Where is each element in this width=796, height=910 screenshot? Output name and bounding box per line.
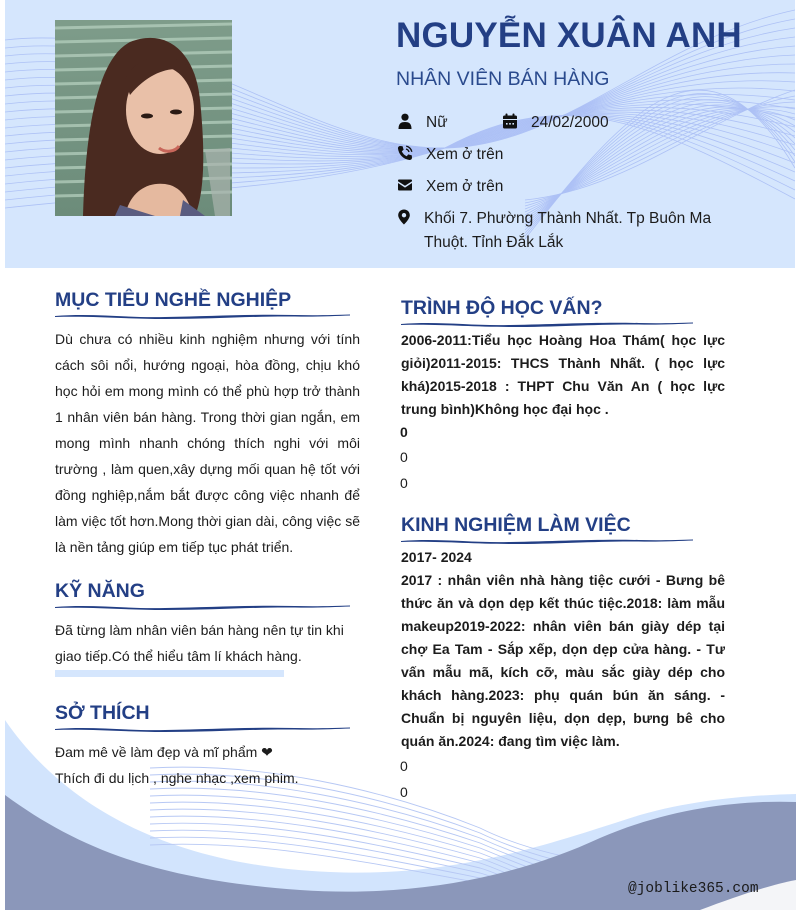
gender-row bbox=[396, 111, 448, 135]
objective-title: MỤC TIÊU NGHỀ NGHIỆP bbox=[55, 289, 292, 311]
job-title: NHÂN VIÊN BÁN HÀNG bbox=[396, 68, 610, 90]
education-extra: 0 bbox=[400, 424, 408, 440]
candidate-name: NGUYỄN XUÂN ANH bbox=[396, 16, 742, 55]
education-extra: 0 bbox=[400, 475, 408, 491]
map-pin-icon bbox=[396, 208, 412, 226]
title-underline bbox=[55, 602, 350, 612]
user-icon bbox=[396, 112, 414, 130]
experience-period: 2017- 2024 bbox=[401, 549, 472, 565]
email-row bbox=[396, 175, 503, 199]
hobby-item: Thích đi du lịch , nghe nhạc ,xem phim. bbox=[55, 770, 299, 786]
experience-text: 2017 : nhân viên nhà hàng tiệc cưới - Bưng bê thức ăn và dọn dẹp kết thúc tiệc.2018: làm mẫu makeup2019-2022: nhân viên bán giày dép tại chợ Ea Tam - Sắp xếp, dọn dẹp cửa hàng. - Tư vấn mẫu mã, kích cỡ, màu sắc giày dép cho khách hàng.2023: phụ quán bún ăn sáng. - Chuẩn bị nguyên liệu, dọn dẹp, bưng bê cho quán ăn.2024: đang tìm việc làm. bbox=[401, 572, 725, 749]
skills-text: Đã từng làm nhân viên bán hàng nên tự tin khi giao tiếp.Có thể hiểu tâm lí khách hàng. bbox=[55, 622, 344, 664]
calendar-icon bbox=[501, 112, 519, 130]
experience-title: KINH NGHIỆM LÀM VIỆC bbox=[401, 514, 631, 536]
watermark: @joblike365.com bbox=[628, 881, 759, 897]
education-title: TRÌNH ĐỘ HỌC VẤN? bbox=[401, 297, 603, 319]
hobbies-title: SỞ THÍCH bbox=[55, 702, 150, 724]
title-underline bbox=[55, 311, 350, 321]
title-underline bbox=[401, 319, 693, 329]
skills-title: KỸ NĂNG bbox=[55, 580, 145, 602]
hobby-item: Đam mê về làm đẹp và mĩ phẩm ❤ bbox=[55, 744, 273, 760]
skill-level-bar bbox=[55, 670, 360, 677]
skill-level-fill bbox=[55, 670, 284, 677]
experience-extra: 0 bbox=[400, 758, 408, 774]
envelope-icon bbox=[396, 176, 414, 194]
objective-text: Dù chưa có nhiều kinh nghiệm nhưng với tính cách sôi nổi, hướng ngoại, hòa đồng, chịu khó học hỏi em mong mình có thể phù hợp trở thành 1 nhân viên bán hàng. Trong thời gian ngắn, em mong mình nhanh chóng thích nghi với môi trường , làm quen,xây dựng mối quan hệ tốt với đồng nghiệp,nắm bắt được công việc nhanh để làm việc tốt hơn.Mong thời gian dài, công việc sẽ là nền tảng giúp em tiếp tục phát triển. bbox=[55, 331, 360, 555]
phone-row bbox=[396, 143, 503, 167]
experience-extra: 0 bbox=[400, 784, 408, 800]
profile-photo bbox=[55, 20, 232, 216]
phone-value: Xem ở trên bbox=[426, 146, 504, 163]
address-value: Khối 7. Phường Thành Nhất. Tp Buôn Ma Thuột. Tỉnh Đắk Lắk bbox=[424, 210, 712, 251]
education-extra: 0 bbox=[400, 449, 408, 465]
education-text: 2006-2011:Tiểu học Hoàng Hoa Thám( học lực giỏi)2011-2015: THCS Thành Nhất. ( học lực khá)2015-2018 : THPT Chu Văn An ( học lực trung bình)Không học đại học . bbox=[401, 332, 725, 417]
title-underline bbox=[401, 536, 693, 546]
birthdate-value: 24/02/2000 bbox=[531, 114, 609, 131]
gender-value: Nữ bbox=[426, 114, 448, 131]
address-row bbox=[396, 207, 736, 255]
email-value: Xem ở trên bbox=[426, 178, 504, 195]
title-underline bbox=[55, 724, 350, 734]
phone-icon bbox=[396, 144, 414, 162]
birthdate-row bbox=[501, 111, 609, 135]
